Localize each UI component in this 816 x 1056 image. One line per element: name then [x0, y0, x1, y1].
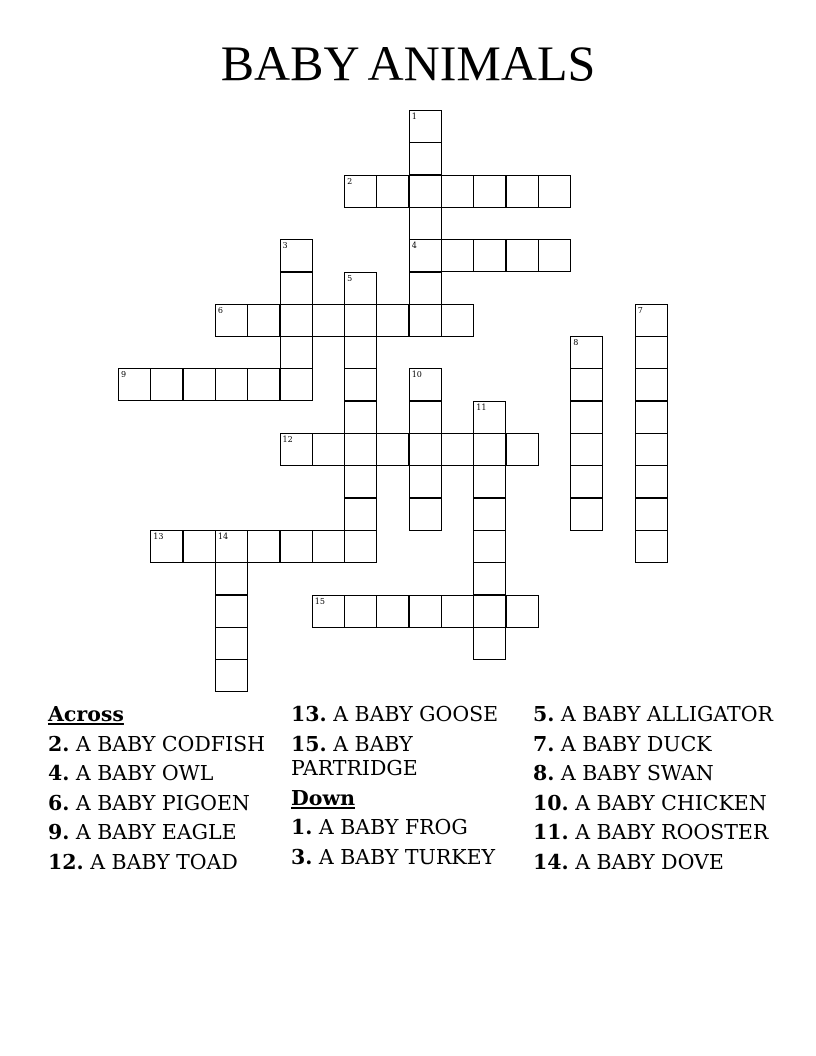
grid-cell[interactable]: [344, 433, 377, 466]
grid-cell[interactable]: [247, 368, 280, 401]
clue-text: A BABY DUCK: [554, 731, 712, 756]
grid-cell[interactable]: [409, 110, 442, 143]
puzzle-title: BABY ANIMALS: [220, 35, 596, 91]
grid-cell[interactable]: [473, 401, 506, 434]
grid-cell[interactable]: [344, 272, 377, 305]
clue-number: 4.: [48, 761, 70, 785]
grid-cell[interactable]: [506, 239, 539, 272]
grid-cell[interactable]: [473, 239, 506, 272]
grid-cell[interactable]: [473, 562, 506, 595]
grid-cell[interactable]: [409, 595, 442, 628]
clue-item: [533, 732, 773, 757]
clue-text: A BABY CHICKEN: [568, 790, 767, 815]
grid-cell[interactable]: [570, 498, 603, 531]
grid-cell[interactable]: [570, 368, 603, 401]
grid-cell[interactable]: [506, 595, 539, 628]
clue-number: 7.: [533, 731, 555, 756]
grid-cell[interactable]: [183, 530, 216, 563]
grid-cell[interactable]: [344, 175, 377, 208]
clue-text: A BABY GOOSE: [326, 702, 499, 726]
clue-item: [291, 732, 523, 781]
cell-number: 10: [411, 370, 422, 380]
clue-number: 8.: [533, 761, 555, 785]
clue-text: A BABY ALLIGATOR: [554, 702, 773, 726]
grid-cell[interactable]: [635, 465, 668, 498]
cell-number: 4: [411, 241, 417, 251]
clue-item: [533, 702, 773, 727]
grid-cell[interactable]: [409, 401, 442, 434]
clue-number: 15.: [291, 731, 327, 756]
grid-cell[interactable]: [409, 498, 442, 531]
grid-cell[interactable]: [280, 368, 313, 401]
grid-cell[interactable]: [473, 465, 506, 498]
clue-item: [291, 702, 523, 727]
grid-cell[interactable]: [312, 304, 345, 337]
grid-cell[interactable]: [441, 433, 474, 466]
grid-cell[interactable]: [441, 175, 474, 208]
grid-cell[interactable]: [215, 627, 248, 660]
grid-cell[interactable]: [441, 239, 474, 272]
grid-cell[interactable]: [570, 465, 603, 498]
clue-heading-across: Across: [48, 702, 124, 726]
grid-cell[interactable]: [312, 530, 345, 563]
cell-number: 14: [217, 531, 229, 541]
clue-text: A BABY TOAD: [83, 849, 238, 874]
grid-cell[interactable]: [280, 530, 313, 563]
grid-cell[interactable]: [215, 368, 248, 401]
grid-cell[interactable]: [215, 562, 248, 595]
grid-cell[interactable]: [635, 401, 668, 434]
grid-cell[interactable]: [312, 433, 345, 466]
grid-cell[interactable]: [280, 272, 313, 305]
grid-cell[interactable]: [409, 272, 442, 305]
grid-cell[interactable]: [635, 498, 668, 531]
cell-number: 11: [476, 402, 487, 412]
clue-number: 12.: [48, 849, 84, 874]
clue-text: A BABY SWAN: [554, 761, 714, 785]
clue-text: A BABY FROG: [312, 815, 468, 839]
grid-cell[interactable]: [473, 627, 506, 660]
clue-text: A BABY ROOSTER: [568, 820, 769, 844]
cell-number: 5: [347, 273, 353, 283]
grid-cell[interactable]: [376, 175, 409, 208]
clue-heading-down: Down: [291, 785, 356, 810]
clue-number: 11.: [533, 820, 569, 844]
clue-text: A BABY TURKEY: [312, 844, 496, 869]
clue-column-2: [291, 702, 523, 874]
clue-text: A BABY PARTRIDGE: [291, 731, 418, 780]
grid-cell[interactable]: [409, 304, 442, 337]
grid-cell[interactable]: [570, 433, 603, 466]
clue-item: [48, 850, 280, 875]
cell-number: 12: [282, 435, 293, 444]
cell-number: 3: [282, 241, 288, 251]
grid-cell[interactable]: [473, 530, 506, 563]
grid-cell[interactable]: [635, 433, 668, 466]
clue-item: [291, 845, 523, 870]
grid-cell[interactable]: [344, 465, 377, 498]
clue-number: 10.: [533, 790, 569, 815]
grid-cell[interactable]: [409, 433, 442, 466]
clue-item: [291, 815, 523, 840]
grid-cell[interactable]: [409, 207, 442, 240]
clue-number: 5.: [533, 702, 555, 726]
grid-cell[interactable]: [215, 595, 248, 628]
clue-number: 3.: [291, 844, 313, 869]
grid-cell[interactable]: [118, 368, 151, 401]
clue-text: A BABY CODFISH: [69, 731, 266, 756]
grid-cell[interactable]: [538, 175, 571, 208]
grid-cell[interactable]: [247, 530, 280, 563]
clue-text: A BABY DOVE: [568, 849, 724, 874]
grid-cell[interactable]: [570, 336, 603, 369]
cell-number: 2: [347, 176, 353, 186]
clue-item: [48, 732, 280, 757]
clue-text: A BABY PIGOEN: [69, 790, 250, 815]
grid-cell[interactable]: [280, 239, 313, 272]
clue-column-3: [533, 702, 773, 879]
grid-cell[interactable]: [344, 368, 377, 401]
grid-cell[interactable]: [473, 595, 506, 628]
grid-cell[interactable]: [280, 304, 313, 337]
cell-number: 7: [637, 305, 643, 315]
grid-cell[interactable]: [150, 368, 183, 401]
grid-cell[interactable]: [538, 239, 571, 272]
grid-cell[interactable]: [215, 530, 248, 563]
grid-cell[interactable]: [635, 336, 668, 369]
grid-cell[interactable]: [506, 175, 539, 208]
clue-number: 13.: [291, 702, 327, 726]
grid-cell[interactable]: [409, 368, 442, 401]
grid-cell[interactable]: [409, 465, 442, 498]
grid-cell[interactable]: [280, 433, 313, 466]
clue-item: [48, 761, 280, 786]
grid-cell[interactable]: [247, 304, 280, 337]
grid-cell[interactable]: [215, 659, 248, 692]
grid-cell[interactable]: [506, 433, 539, 466]
grid-cell[interactable]: [635, 530, 668, 563]
clue-text: A BABY EAGLE: [69, 820, 237, 844]
grid-cell[interactable]: [344, 530, 377, 563]
grid-cell[interactable]: [312, 595, 345, 628]
grid-cell[interactable]: [376, 433, 409, 466]
clue-item: [48, 820, 280, 845]
grid-cell[interactable]: [376, 595, 409, 628]
grid-cell[interactable]: [570, 401, 603, 434]
grid-cell[interactable]: [280, 336, 313, 369]
clue-item: [533, 820, 773, 845]
grid-cell[interactable]: [441, 304, 474, 337]
grid-cell[interactable]: [376, 304, 409, 337]
cell-number: 15: [314, 596, 325, 606]
grid-cell[interactable]: [344, 595, 377, 628]
clue-number: 9.: [48, 820, 70, 844]
grid-cell[interactable]: [150, 530, 183, 563]
clue-number: 6.: [48, 790, 70, 815]
grid-cell[interactable]: [409, 175, 442, 208]
grid-cell[interactable]: [344, 336, 377, 369]
grid-cell[interactable]: [635, 304, 668, 337]
grid-cell[interactable]: [344, 304, 377, 337]
clue-number: 1.: [291, 815, 313, 839]
cell-number: 6: [217, 305, 223, 315]
grid-cell[interactable]: [409, 142, 442, 175]
grid-cell[interactable]: [215, 304, 248, 337]
grid-cell[interactable]: [473, 498, 506, 531]
clue-item: [48, 791, 280, 816]
grid-cell[interactable]: [409, 239, 442, 272]
clue-item: [533, 761, 773, 786]
grid-cell[interactable]: [473, 175, 506, 208]
grid-cell[interactable]: [635, 368, 668, 401]
clue-item: [533, 850, 773, 875]
grid-cell[interactable]: [183, 368, 216, 401]
clue-number: 2.: [48, 731, 70, 756]
cell-number: 8: [573, 338, 579, 348]
grid-cell[interactable]: [344, 498, 377, 531]
clue-number: 14.: [533, 849, 569, 874]
grid-cell[interactable]: [441, 595, 474, 628]
clue-text: A BABY OWL: [69, 761, 214, 785]
cell-number: 1: [411, 112, 417, 121]
clue-item: [533, 791, 773, 816]
clue-column-1: [48, 702, 280, 879]
cell-number: 13: [153, 531, 164, 541]
cell-number: 9: [121, 370, 127, 380]
grid-cell[interactable]: [473, 433, 506, 466]
grid-cell[interactable]: [344, 401, 377, 434]
